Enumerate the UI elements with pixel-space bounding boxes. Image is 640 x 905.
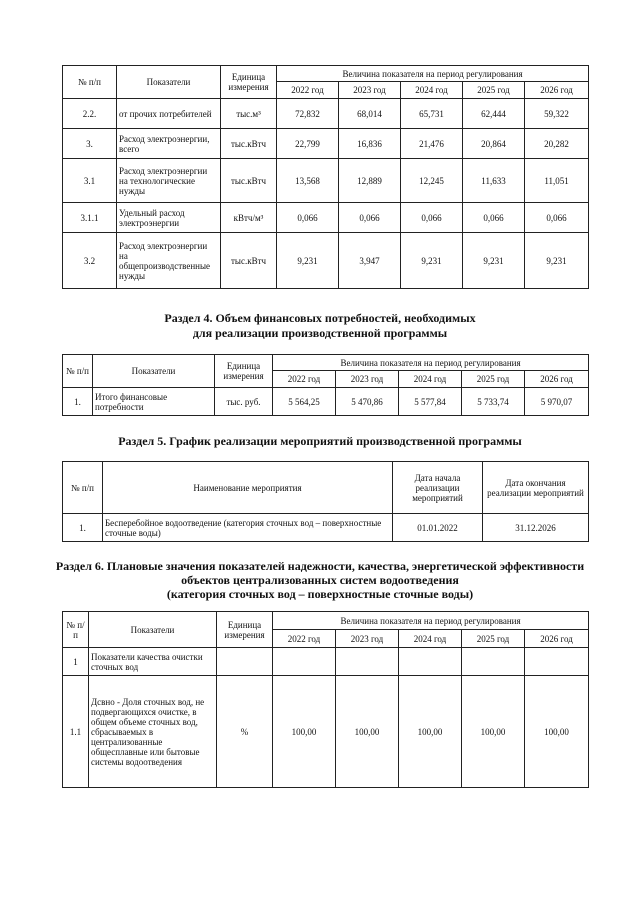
col-header-unit: Единица измерения xyxy=(217,612,273,648)
col-header-period: Величина показателя на период регулирования xyxy=(273,612,589,630)
row-number: 3. xyxy=(63,129,117,159)
col-header-number: № п/п xyxy=(63,355,93,388)
col-header-indicators: Показатели xyxy=(117,66,221,99)
row-value: 3,947 xyxy=(339,233,401,289)
row-value: 5 470,86 xyxy=(336,388,399,416)
col-header-activity: Наименование мероприятия xyxy=(103,462,393,514)
row-value: 22,799 xyxy=(277,129,339,159)
table-row xyxy=(63,129,589,159)
row-value: 5 970,07 xyxy=(525,388,589,416)
col-header-year: 2022 год xyxy=(273,371,336,388)
row-value: 100,00 xyxy=(525,676,589,788)
empty-cell xyxy=(525,648,589,676)
row-value: 9,231 xyxy=(401,233,463,289)
indicators-table-continued xyxy=(62,65,589,289)
row-indicator: Расход электроэнергии на технологические нужды xyxy=(117,159,221,203)
row-number: 3.1.1 xyxy=(63,203,117,233)
row-start-date: 01.01.2022 xyxy=(393,514,483,542)
row-indicator: Удельный расход электроэнергии xyxy=(117,203,221,233)
col-header-year: 2026 год xyxy=(525,371,589,388)
section-6-category: (категория сточных вод – поверхностные сточные воды) xyxy=(166,587,474,601)
empty-cell xyxy=(399,648,462,676)
col-header-number: № п/п xyxy=(63,462,103,514)
row-value: 68,014 xyxy=(339,99,401,129)
col-header-period: Величина показателя на период регулирования xyxy=(277,66,589,82)
section-6-title: Раздел 6. Плановые значения показателей надежности, качества, энергетической эффективности xyxy=(55,559,585,573)
row-value: 5 564,25 xyxy=(273,388,336,416)
row-indicator: Расход электроэнергии, всего xyxy=(117,129,221,159)
col-header-year: 2022 год xyxy=(273,630,336,648)
section-4-title: Раздел 4. Объем финансовых потребностей, необходимых xyxy=(164,311,476,325)
empty-cell xyxy=(336,648,399,676)
col-header-period: Величина показателя на период регулирования xyxy=(273,355,589,371)
col-header-year: 2025 год xyxy=(462,371,525,388)
row-value: 0,066 xyxy=(277,203,339,233)
row-value: 20,864 xyxy=(463,129,525,159)
row-unit: % xyxy=(217,676,273,788)
col-header-year: 2022 год xyxy=(277,82,339,99)
row-number: 1.1 xyxy=(63,676,89,788)
row-value: 0,066 xyxy=(463,203,525,233)
table-row xyxy=(63,514,589,542)
table-row xyxy=(63,99,589,129)
row-value: 59,322 xyxy=(525,99,589,129)
row-value: 12,245 xyxy=(401,159,463,203)
row-value: 100,00 xyxy=(399,676,462,788)
col-header-start-date: Дата начала реализации мероприятий xyxy=(393,462,483,514)
row-end-date: 31.12.2026 xyxy=(483,514,589,542)
row-indicator: Расход электроэнергии на общепроизводственные нужды xyxy=(117,233,221,289)
col-header-end-date: Дата окончания реализации мероприятий xyxy=(483,462,589,514)
col-header-number: № п/п xyxy=(63,66,117,99)
row-value: 13,568 xyxy=(277,159,339,203)
row-value: 5 577,84 xyxy=(399,388,462,416)
col-header-number: № п/п xyxy=(63,612,89,648)
row-value: 65,731 xyxy=(401,99,463,129)
row-value: 11,051 xyxy=(525,159,589,203)
col-header-unit: Единица измерения xyxy=(215,355,273,388)
row-value: 100,00 xyxy=(462,676,525,788)
row-value: 21,476 xyxy=(401,129,463,159)
row-value: 0,066 xyxy=(339,203,401,233)
row-value: 0,066 xyxy=(401,203,463,233)
schedule-table xyxy=(62,461,589,542)
row-value: 72,832 xyxy=(277,99,339,129)
row-value: 20,282 xyxy=(525,129,589,159)
row-indicator: Дсвно - Доля сточных вод, не подвергающихся очистке, в общем объеме сточных вод, сбрасываемых в централизованные общесплавные или бытовые системы водоотведения xyxy=(89,676,217,788)
row-unit: тыс.м³ xyxy=(221,99,277,129)
row-number: 3.2 xyxy=(63,233,117,289)
financial-needs-table xyxy=(62,354,589,416)
row-unit: тыс. руб. xyxy=(215,388,273,416)
row-indicator: Итого финансовые потребности xyxy=(93,388,215,416)
section-4-subtitle: для реализации производственной программы xyxy=(192,326,448,340)
empty-cell xyxy=(273,648,336,676)
row-value: 9,231 xyxy=(525,233,589,289)
row-number: 2.2. xyxy=(63,99,117,129)
table-row xyxy=(63,233,589,289)
row-number: 1. xyxy=(63,514,103,542)
col-header-year: 2024 год xyxy=(401,82,463,99)
row-value: 11,633 xyxy=(463,159,525,203)
col-header-year: 2025 год xyxy=(463,82,525,99)
col-header-unit: Единица измерения xyxy=(221,66,277,99)
col-header-year: 2024 год xyxy=(399,630,462,648)
col-header-year: 2023 год xyxy=(339,82,401,99)
row-value: 9,231 xyxy=(277,233,339,289)
row-value: 9,231 xyxy=(463,233,525,289)
col-header-indicators: Показатели xyxy=(89,612,217,648)
row-value: 5 733,74 xyxy=(462,388,525,416)
row-value: 100,00 xyxy=(336,676,399,788)
table-row xyxy=(63,388,589,416)
row-unit: кВтч/м³ xyxy=(221,203,277,233)
row-value: 16,836 xyxy=(339,129,401,159)
table-row xyxy=(63,203,589,233)
row-indicator: от прочих потребителей xyxy=(117,99,221,129)
section-6-subtitle: объектов централизованных систем водоотведения xyxy=(181,573,459,587)
col-header-year: 2025 год xyxy=(462,630,525,648)
row-number: 3.1 xyxy=(63,159,117,203)
row-unit: тыс.кВтч xyxy=(221,159,277,203)
row-unit: тыс.кВтч xyxy=(221,233,277,289)
section-5-title: Раздел 5. График реализации мероприятий производственной программы xyxy=(118,434,522,448)
row-number: 1 xyxy=(63,648,89,676)
col-header-year: 2023 год xyxy=(336,630,399,648)
row-indicator: Показатели качества очистки сточных вод xyxy=(89,648,217,676)
col-header-indicators: Показатели xyxy=(93,355,215,388)
reliability-indicators-table xyxy=(62,611,589,788)
row-activity: Бесперебойное водоотведение (категория сточных вод – поверхностные сточные воды) xyxy=(103,514,393,542)
row-number: 1. xyxy=(63,388,93,416)
col-header-year: 2026 год xyxy=(525,82,589,99)
table-row xyxy=(63,648,589,676)
empty-cell xyxy=(462,648,525,676)
row-value: 62,444 xyxy=(463,99,525,129)
col-header-year: 2024 год xyxy=(399,371,462,388)
row-value: 12,889 xyxy=(339,159,401,203)
row-unit: тыс.кВтч xyxy=(221,129,277,159)
table-row xyxy=(63,159,589,203)
row-value: 100,00 xyxy=(273,676,336,788)
col-header-year: 2023 год xyxy=(336,371,399,388)
table-row xyxy=(63,676,589,788)
col-header-year: 2026 год xyxy=(525,630,589,648)
empty-cell xyxy=(217,648,273,676)
row-value: 0,066 xyxy=(525,203,589,233)
